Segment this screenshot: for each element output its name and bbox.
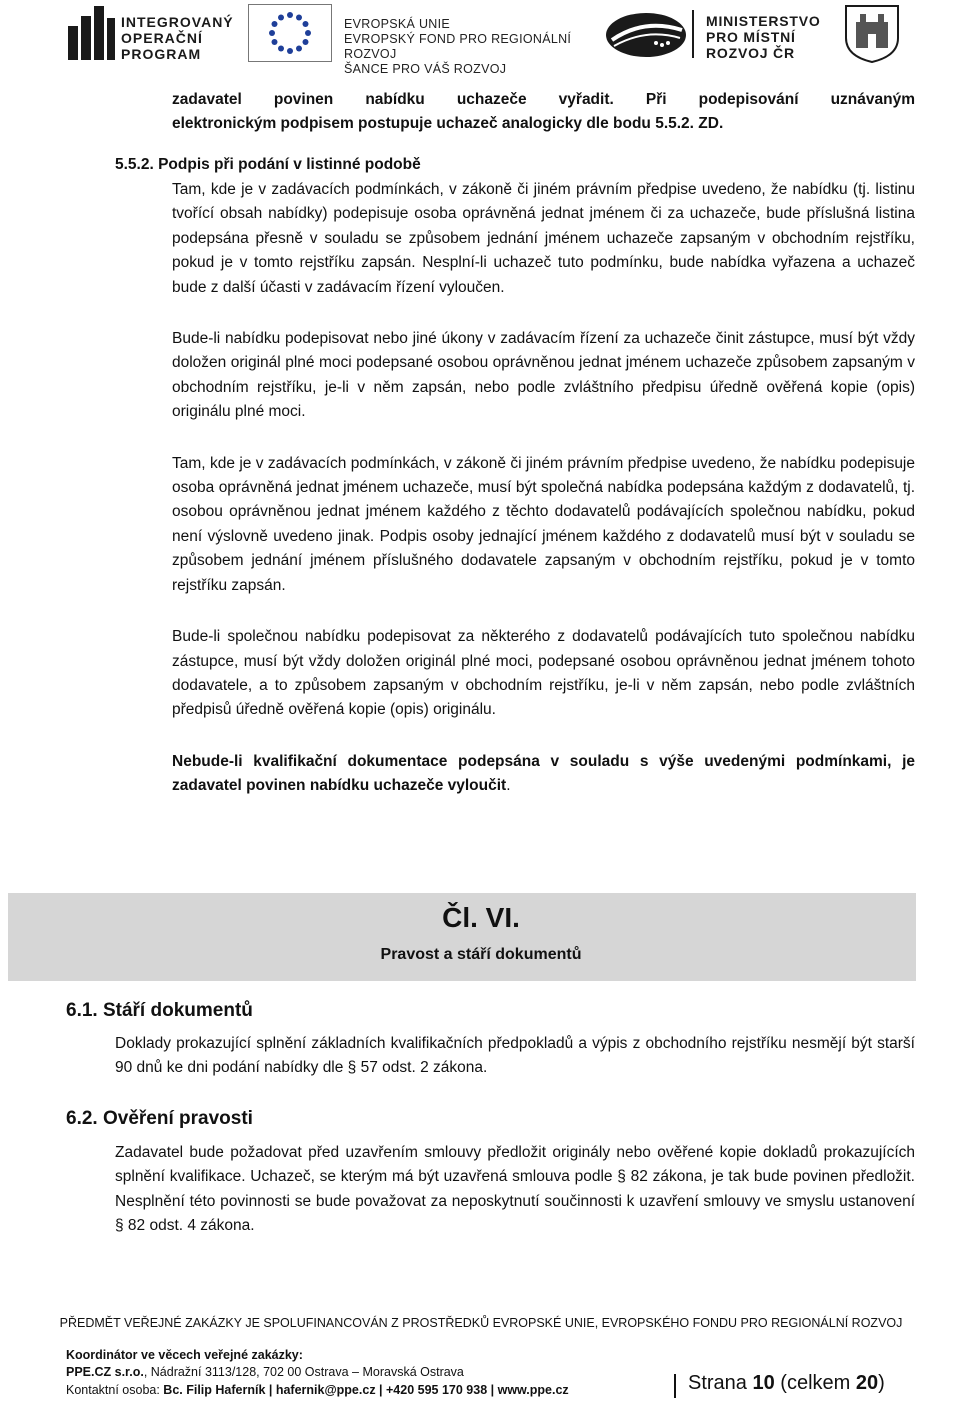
iop-logo-mark <box>66 4 116 62</box>
mmr-logo <box>692 0 842 66</box>
chapter-title: Pravost a stáří dokumentů <box>380 946 582 963</box>
mmr-divider <box>692 10 694 58</box>
iop-line-2: OPERAČNÍ <box>121 30 203 46</box>
footer-coordinator-label: Koordinátor ve věcech veřejné zakázky: <box>66 1348 303 1362</box>
eu-swoosh-logo <box>604 10 688 60</box>
iop-logo <box>66 0 246 66</box>
paragraph-5 <box>172 750 915 799</box>
iop-line-3: PROGRAM <box>121 46 202 62</box>
footer-funding-line: PŘEDMĚT VEŘEJNÉ ZAKÁZKY JE SPOLUFINANCOVÁN Z PROSTŘEDKŮ EVROPSKÉ UNIE, EVROPSKÉHO FONDU PRO REGIONÁLNÍ ROZVOJ <box>59 1316 903 1330</box>
paragraph-5-end: . <box>506 777 511 795</box>
footer-contact-name: Bc. Filip Haferník <box>163 1383 266 1397</box>
footer-contact-line <box>66 1383 569 1397</box>
eu-line-2: EVROPSKÝ FOND PRO REGIONÁLNÍ ROZVOJ <box>344 32 572 61</box>
mmr-line-2: PRO MÍSTNÍ <box>706 29 796 45</box>
footer-contact-rest: | hafernik@ppe.cz | +420 595 170 938 | www.ppe.cz <box>265 1383 569 1397</box>
footer-page-divider <box>674 1374 676 1398</box>
iop-line-1: INTEGROVANÝ <box>121 14 234 30</box>
eu-line-3: ŠANCE PRO VÁŠ ROZVOJ <box>344 62 507 76</box>
mmr-line-3: ROZVOJ ČR <box>706 45 795 61</box>
eu-flag-icon <box>248 4 332 62</box>
section-6-2-text: Zadavatel bude požadovat před uzavřením smlouvy předložit originály nebo ověřené kopie dokladů prokazujících splnění kvalifikace. Uchazeč, se kterým má být uzavřená smlouva podle § 82 zákona, je tak bude povinen předložit. Nesplnění této povinnosti se bude považovat za neposkytnutí součinnosti k uzavření smlouvy ve smyslu ustanovení § 82 odst. 4 zákona. <box>115 1144 915 1235</box>
paragraph-5-bold: Nebude-li kvalifikační dokumentace podepsána v souladu s výše uvedenými podmínkami, je zadavatel povinen nabídku uchazeče vyloučit <box>172 752 915 795</box>
section-6-1-text: Doklady prokazující splnění základních kvalifikačních předpokladů a výpis z obchodního rejstříku nesmějí být starší 90 dnů ke dni podání nabídky dle § 57 odst. 2 zákona. <box>115 1035 915 1077</box>
footer-company-line <box>66 1365 464 1379</box>
paragraph-1: Tam, kde je v zadávacích podmínkách, v zákoně či jiném právním předpise uvedeno, že nabídku (tj. listinu tvořící obsah nabídky) podepisuje osoba oprávněná jednat jménem či za uchazeče, bude příslušná listina podepsána přesně v souladu se způsobem jednání jménem uchazeče zapsaným v obchodním rejstříku, pokud je v tomto rejstříku zapsán. Nesplní-li uchazeč tuto podmínku, bude nabídka vyřazena a uchazeč bude z další účasti v zadávacím řízení vyloučen. <box>172 181 915 296</box>
page-number: 10 <box>752 1372 775 1394</box>
eu-line-1: EVROPSKÁ UNIE <box>344 17 451 31</box>
body-paragraphs <box>172 178 915 799</box>
footer-company: PPE.CZ s.r.o. <box>66 1365 144 1379</box>
sub-heading-5-5-2: 5.5.2. Podpis při podání v listinné podobě <box>115 156 421 173</box>
footer-address: , Nádražní 3113/128, 702 00 Ostrava – Moravská Ostrava <box>143 1365 464 1379</box>
footer-contact-label: Kontaktní osoba: <box>66 1383 164 1397</box>
section-6-1-heading: 6.1. Stáří dokumentů <box>66 1000 253 1021</box>
paragraph-3: Tam, kde je v zadávacích podmínkách, v zákoně či jiném právním předpise uvedeno, že nabídku podepisuje osoba oprávněná jednat jménem uchazeče, musí být společná nabídka podepsána každým z dodavatelů, tj. osobou oprávněnou jednat jménem každého z těchto dodavatelů podávajících společnou nabídku, pokud není výslovně uvedeno jinak. Podpis osoby jednající jménem každého z dodavatelů musí být v souladu se způsobem jednání jménem příslušného dodavatele zapsaným v obchodním rejstříku, pokud je v tomto rejstříku zapsán. <box>172 454 915 594</box>
footer-page-indicator <box>688 1372 885 1395</box>
eu-logo <box>248 0 598 76</box>
intro-line-1: zadavatel povinen nabídku uchazeče vyřadit. Při podepisování uznávaným <box>172 91 915 108</box>
section-6-2-heading: 6.2. Ověření pravosti <box>66 1108 253 1129</box>
mmr-line-1: MINISTERSTVO <box>706 13 821 29</box>
intro-block <box>172 88 915 137</box>
chapter-number: Čl. VI. <box>442 902 520 933</box>
page-total: 20 <box>855 1372 879 1394</box>
city-coat-of-arms-icon <box>842 2 902 64</box>
paragraph-2: Bude-li nabídku podepisovat nebo jiné úkony v zadávacím řízení za uchazeče činit zástupce, musí být vždy doložen originál plné moci podepsané osobou oprávněnou jednat jménem uchazeče způsobem zapsaným v obchodním rejstříku, je-li v něm zapsán, nebo podle zvláštního předpisu úředně ověřená kopie (opis) originálu plné moci. <box>172 330 915 421</box>
paragraph-4: Bude-li společnou nabídku podepisovat za některého z dodavatelů podávajících tuto společnou nabídku zástupce, musí být vždy doložen originál plné moci, podepsané osobou oprávněnou jednat jménem tohoto dodavatele, a to způsobem zapsaným v obchodním rejstříku, je-li v něm zapsán, nebo podle zvláštních předpisů úředně ověřená kopie (opis) originálu. <box>172 628 915 719</box>
page-prefix: Strana <box>688 1372 753 1394</box>
page-mid: (celkem <box>774 1372 856 1394</box>
page-suffix: ) <box>878 1372 885 1394</box>
intro-line-2: elektronickým podpisem postupuje uchazeč analogicky dle bodu 5.5.2. ZD. <box>172 115 724 133</box>
